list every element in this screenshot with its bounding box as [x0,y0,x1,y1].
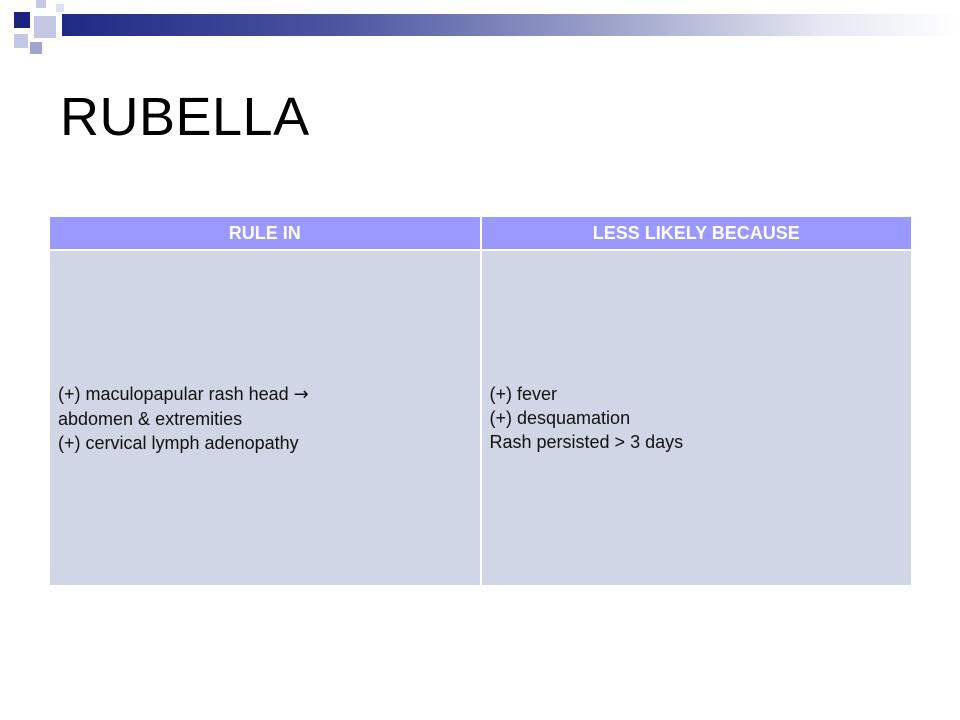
rule-in-line-1 [58,382,472,407]
cell-less-likely [482,251,912,585]
table-row [50,251,911,585]
header-gradient-bar [62,14,960,36]
rule-in-line-3: (+) cervical lymph adenopathy [58,432,299,453]
table-header-row [50,217,911,249]
decor-square [36,0,46,8]
header-rule-in: RULE IN [50,217,480,249]
slide-title: RUBELLA [60,87,310,147]
decor-square [14,34,28,48]
decor-square [14,12,30,28]
rule-in-line-2: abdomen & extremities [58,408,243,429]
arrow-right-icon: → [293,383,309,405]
cell-rule-in [50,251,480,585]
header-less-likely: LESS LIKELY BECAUSE [482,217,912,249]
decor-square [34,16,56,38]
decor-square [30,42,42,54]
diagnosis-table [48,215,913,587]
less-likely-line-2: (+) desquamation [489,408,631,428]
decor-square [56,4,64,12]
rule-in-text: (+) maculopapular rash head [58,383,294,404]
less-likely-line-1: (+) fever [489,384,558,404]
less-likely-line-3: Rash persisted > 3 days [489,432,684,452]
